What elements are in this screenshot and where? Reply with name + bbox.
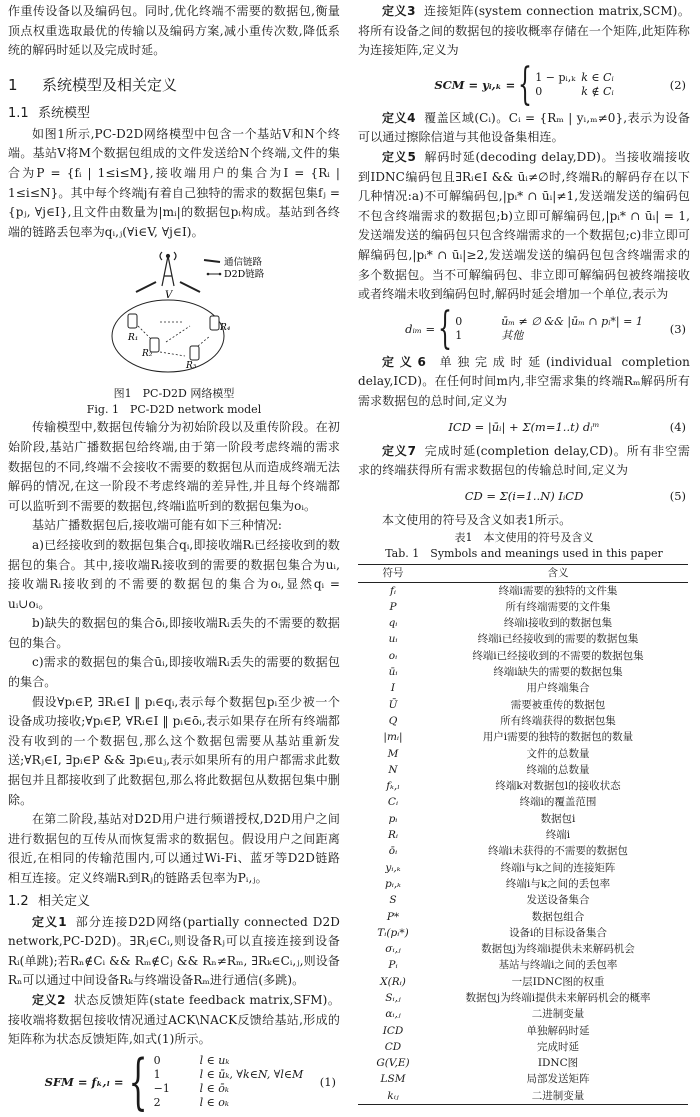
brace: { [129,1046,149,1117]
equation-4 [358,414,690,440]
symbol-cell: Sᵢ,ⱼ [385,992,401,1004]
table-row [358,990,688,1006]
section-title: 系统模型 [38,105,91,121]
case-value: 1 − pᵢ,ₖ [535,70,576,84]
definition-text: 单独完成时延(individual completion delay,ICD)。在任何时间m内,非空需求集的终端Rₘ解码所有需求数据包的总时间,定义为 [358,354,690,408]
symbol-cell: P* [386,910,400,923]
table-row [358,957,688,973]
node-label: R₂ [142,349,153,360]
meaning-cell: 文件的总数量 [526,747,590,760]
definition-1 [8,913,340,991]
tower-icon [160,252,176,286]
symbol-cell: fᵢ [390,584,396,597]
symbol-cell: CD [384,1040,402,1053]
definition-label: 定义2 [32,992,66,1007]
meaning-cell: 终端i接收到的数据包集 [503,617,613,630]
symbol-cell: P [389,600,397,613]
case-condition: l ∈ oₖ [199,1095,229,1109]
case-value: −1 [153,1081,170,1095]
table-row [358,648,688,664]
table-row [358,909,688,925]
brace: { [518,58,533,110]
definition-text: 覆盖区域(Cᵢ)。Cᵢ = {Rₘ | yᵢ,ₘ≠0},表示为设备可以通过擦除信道与其他设备集相连。 [358,110,690,145]
case-condition: k ∈ Cᵢ [581,70,614,84]
comm-link [180,282,200,292]
equation-cases [455,315,643,343]
meaning-cell: 需要被重传的数据包 [510,698,606,711]
meaning-cell: 终端i已经接收到的不需要的数据包集 [472,649,644,662]
table-row [358,925,688,941]
equation-cases [154,1054,304,1110]
symbol-cell: M [387,747,399,760]
symbol-cell: ōᵢ [388,845,398,858]
meaning-cell: 终端的总数量 [526,763,590,776]
table-row [358,778,688,794]
table-row [358,827,688,843]
equation-number: (3) [669,321,686,336]
case-condition: l ∈ uₖ [199,1053,230,1067]
section-heading-1-2 [8,893,340,911]
meaning-cell: 数据包组合 [531,910,585,923]
symbol-cell: Q [388,714,398,727]
table-row [358,1006,688,1022]
case-condition: ūₘ ≠ ∅ && |ūₘ ∩ pᵢ*| = 1 [501,314,643,328]
section-heading-1 [8,75,340,95]
section-number: 1.1 [8,105,29,121]
meaning-cell: IDNC图 [537,1057,579,1070]
meaning-cell: 设备i的目标设备集合 [509,926,607,939]
definition-6 [358,353,690,412]
symbol-cell: Ū [388,698,398,711]
symbol-cell: X(Rᵢ) [380,975,406,988]
table-row [358,664,688,680]
definition-label: 定义4 [382,110,416,125]
meaning-cell: 一层IDNC图的权重 [511,975,605,988]
symbol-cell: LSM [380,1073,406,1086]
table-row [358,697,688,713]
column-header-symbol: 符号 [382,567,404,580]
meaning-cell: 用户i需要的独特的数据包的数量 [482,731,634,744]
meaning-cell: 发送设备集合 [526,894,590,907]
meaning-cell: 终端i [545,829,571,842]
definition-3 [358,2,690,61]
meaning-cell: 终端i的覆盖范围 [519,796,597,809]
symbol-cell: qᵢ [388,617,398,630]
legend-comm-label: 通信链路 [224,257,263,269]
equation-lhs: SCM = yᵢ,ₖ = [434,77,516,92]
table-row [358,892,688,908]
table-caption-en: Tab. 1 Symbols and meanings used in this paper [385,547,663,561]
figure-caption-en: Fig. 1 PC-D2D network model [86,403,262,417]
symbol-cell: G(V,E) [376,1057,410,1070]
definition-5 [358,148,690,305]
case-value: 0 [455,314,463,328]
meaning-cell: 用户终端集合 [526,682,590,695]
definition-text: 状态反馈矩阵(state feedback matrix,SFM)。接收端将数据包接收情况通过ACK\NACK反馈给基站,形成的矩阵称为状态反馈矩阵,如式(1)所示。 [8,992,341,1047]
equation-5 [358,483,690,509]
node-label: R₁ [128,333,139,344]
meaning-cell: 局部发送矩阵 [526,1073,590,1086]
section-title: 系统模型及相关定义 [42,75,178,94]
symbol-cell: Tᵢ(pᵢ*) [377,926,409,939]
legend-d2d-label: D2D链路 [224,269,265,281]
symbol-cell: σᵢ,ⱼ [385,943,401,956]
definition-label: 定义5 [382,149,416,164]
case-value: 1 [455,328,463,342]
table-row [358,729,688,745]
equation-expression: CD = Σ(i=1..N) IᵢCD [464,488,584,503]
definition-label: 定义7 [382,443,417,458]
meaning-cell: 终端i需要的独特的文件集 [498,584,618,597]
symbol-cell: fₖ,ₗ [386,780,400,793]
symbol-cell: yᵢ,ₖ [385,861,401,874]
definition-label: 定义6 [382,354,426,369]
meaning-cell: 二进制变量 [531,1008,585,1021]
meaning-cell: 终端k对数据包l的接收状态 [495,780,621,793]
node-label-v: V [165,290,173,302]
meaning-cell: 单独解码时延 [526,1024,590,1037]
symbol-cell: αᵢ,ⱼ [385,1008,401,1021]
table-row [358,713,688,729]
table-row [358,680,688,696]
paragraph: b)缺失的数据包的集合ōᵢ,即接收端Rᵢ丢失的不需要的数据包的集合。 [8,616,340,650]
node-label: R₃ [186,361,197,372]
symbol-cell: pᵢ [388,812,398,825]
table-row [358,746,688,762]
case-condition: l ∈ ūₖ, ∀k∈N, ∀l∈M [199,1067,304,1081]
paragraph: 传输模型中,数据包传输分为初始阶段以及重传阶段。在初始阶段,基站广播数据包给终端,由于第一阶段考虑终端的需求数据包的不同,终端不会接收不需要的数据包从而造成终端无法解码的情况,在这一阶段不考虑终端的差异性,并且每个终端都可以监听到不需要的数据包,终端i监听到的数据包集为oᵢ。 [8,420,340,513]
equation-number: (5) [669,488,686,503]
symbol-cell: ūᵢ [388,666,398,679]
table-row [358,974,688,990]
paragraph: 假设∀pᵢ∈P, ∃Rᵢ∈I ‖ pᵢ∈qᵢ,表示每个数据包pᵢ至少被一个设备成功接收;∀pᵢ∈P, ∀Rᵢ∈I ‖ pᵢ∈ōᵢ,表示如果存在所有终端都没有收到的一个数据包,那么这个数据包需要从基站重新发送;∀Rⱼ∈I, ∃pᵢ∈P && ∃pᵢ∈uⱼ,表示如果所有的用户都需求此数据包并且都接收到了此数据包,那么将此数据包从数据包集中删除。 [8,694,340,807]
definition-text: 部分连接D2D网络(partially connected D2D network,PC-D2D)。∃Rⱼ∈Cᵢ,则设备Rⱼ可以直接连接到设备Rᵢ(单跳);若Rₙ∉Cᵢ && Rₘ∉Cⱼ && Rₙ≠Rₘ, ∃Rₖ∈Cᵢ,ⱼ,则设备Rₙ可以通过中间设备Rₖ与终端设备Rₘ进行通信(多跳)。 [8,914,340,988]
paragraph: 本文使用的符号及含义如表1所示。 [382,512,572,527]
definition-4 [358,109,690,148]
meaning-cell: 数据包j为终端i提供未来解码机会 [481,943,635,956]
symbol-cell: S [389,894,397,907]
table-row [358,615,688,631]
column-header-meaning: 含义 [547,567,569,580]
figure-caption-cn: 图1 PC-D2D 网络模型 [113,387,235,401]
right-column [358,2,690,1105]
meaning-cell: 终端i未获得的不需要的数据包 [488,845,628,858]
table-row [358,811,688,827]
paragraph: a)已经接收到的数据包集合qᵢ,即接收端Rᵢ已经接收到的数据包的集合。其中,接收端Rᵢ接收到的需要的数据包集合为uᵢ,接收端Rᵢ接收到的不需要的数据包的集合为oᵢ,显然qᵢ = uᵢ∪oᵢ。 [8,537,340,611]
case-value: 1 [153,1067,161,1081]
meaning-cell: 所有终端获得的数据包集 [500,714,616,727]
symbol-cell: N [388,763,398,776]
equation-number: (4) [669,419,686,434]
table-row [358,843,688,859]
paragraph: 如图1所示,PC-D2D网络模型中包含一个基站V和N个终端。基站V将M个数据包组成的文件发送给N个终端,文件的集合为P = {fᵢ | 1≤i≤M},接收端用户的集合为I = {Rᵢ | 1≤i≤N}。其中每个终端j有着自己独特的需求的数据包集fⱼ = {pⱼ, ∀j∈I},且文件由数量为|mᵢ|的数据包pᵢ构成。基站到各终端的链路丢包率为qᵢ,ⱼ(∀i∈V, ∀j∈I)。 [8,126,340,239]
symbol-cell: I [390,682,396,695]
equation-number: (1) [319,1074,336,1089]
equation-lhs: dᵢₘ = [405,321,436,336]
intro-paragraph: 作重传设备以及编码包。同时,优化终端不需要的数据包,衡量顶点权重选取最优的传输以及编码方案,减小重传次数,降低系统的解码时延以及完成时延。 [8,4,340,58]
definition-2 [8,991,340,1050]
meaning-cell: 完成时延 [537,1040,579,1053]
node-label: R₄ [220,323,231,334]
meaning-cell: 二进制变量 [531,1089,585,1102]
equation-lhs: SFM = fₖ,ₗ = [44,1074,124,1089]
symbol-cell: |mᵢ| [383,731,403,744]
section-number: 1.2 [8,893,29,909]
case-condition: k ∉ Cᵢ [581,84,614,98]
paragraph: c)需求的数据包的集合ūᵢ,即接收端Rᵢ丢失的需要的数据包的集合。 [8,655,340,690]
meaning-cell: 数据包j为终端i提供未来解码机会的概率 [465,992,651,1004]
equation-cases [535,71,613,99]
case-condition: 其他 [501,328,524,342]
meaning-cell: 终端i与k之间的丢包率 [505,877,611,890]
section-title: 相关定义 [38,893,91,909]
comm-link [136,282,156,292]
case-value: 0 [535,84,543,98]
paragraph: 在第二阶段,基站对D2D用户进行频谱授权,D2D用户之间进行数据包的互传从而恢复需求的数据包。假设用户之间距离很近,在相同的传输范围内,可以通过Wi-Fi、蓝牙等D2D链路相互连接。定义终端Rᵢ到Rⱼ的链路丢包率为Pᵢ,ⱼ。 [8,812,340,885]
table-body [358,582,688,1105]
meaning-cell: 终端i与k之间的连接矩阵 [500,861,616,874]
definition-text: 完成时延(completion delay,CD)。所有非空需求的终端获得所有需求数据包的传输总时间,定义为 [358,443,690,478]
equation-3 [358,302,690,354]
table-row [358,1039,688,1055]
meaning-cell: 所有终端需要的文件集 [505,600,611,613]
table-row [358,1071,688,1087]
definition-label: 定义3 [382,4,416,18]
equation-1 [8,1046,340,1117]
table-row [358,1023,688,1039]
section-heading-1-1 [8,105,340,123]
symbol-cell: Rᵢ [387,829,399,842]
table-row [358,794,688,810]
equation-2 [358,58,690,110]
table-row [358,582,688,599]
meaning-cell: 数据包i [540,812,576,825]
table-header-row [358,565,688,582]
case-value: 0 [153,1053,161,1067]
table-row [358,1055,688,1071]
case-condition: l ∈ ōₖ [199,1081,229,1095]
symbol-cell: Pᵢ [388,959,398,972]
table-caption-cn: 表1 本文使用的符号及含义 [454,531,594,545]
definition-label: 定义1 [32,914,67,929]
figure-network-model [8,246,340,386]
network-diagram [8,246,340,386]
meaning-cell: 基站与终端i之间的丢包率 [498,959,618,972]
symbols-table [358,564,688,1105]
definition-text: 连接矩阵(system connection matrix,SCM)。将所有设备之间的数据包的接收概率存储在一个矩阵,此矩阵称为连接矩阵,定义为 [358,4,690,58]
section-number: 1 [8,75,18,94]
table-row [358,941,688,957]
symbol-cell: pᵢ,ₖ [384,877,401,890]
brace: { [438,302,453,354]
symbol-cell: oᵢ [388,649,398,662]
definition-7 [358,442,690,481]
equation-number: (2) [669,77,686,92]
symbol-cell: ICD [382,1024,404,1037]
table-row [358,631,688,647]
case-value: 2 [153,1095,161,1109]
left-column [8,2,341,1117]
meaning-cell: 终端i已经接收到的需要的数据包集 [477,633,639,646]
table-row [358,1088,688,1105]
symbol-cell: uᵢ [388,633,398,646]
symbol-cell: kᵢⱼ [387,1089,399,1102]
legend-comm-line [204,260,220,262]
equation-expression: ICD = |ūᵢ| + Σ(m=1..t) dᵢᵐ [448,419,600,434]
table-row [358,762,688,778]
table-row [358,860,688,876]
definition-text: 解码时延(decoding delay,DD)。当接收端接收到IDNC编码包且∃Rᵢ∈I && ūᵢ≠∅时,终端Rᵢ的解码存在以下几种情况:a)不可解编码包,|pᵢ* ∩ ūᵢ|≠1,发送端发送的编码包不包含终端需求的数据包;b)立即可解编码包,|pᵢ* ∩ ūᵢ| = 1,发送端发送的编码包只包含终端需求的一个数据包;c)非立即可解编码包,|pᵢ* ∩ ūᵢ|≥2,发送端发送的编码包包含终端需求的多个数据包。当不可解编码包、非立即可解编码包被终端接收或者终端未收到编码包时,解码时延会增加一个单位,表示为 [358,149,690,302]
meaning-cell: 终端i缺失的需要的数据包集 [493,666,623,679]
paragraph: 基站广播数据包后,接收端可能有如下三种情况: [32,518,283,533]
table-row [358,876,688,892]
table-row [358,599,688,615]
symbol-cell: Cᵢ [387,796,399,809]
